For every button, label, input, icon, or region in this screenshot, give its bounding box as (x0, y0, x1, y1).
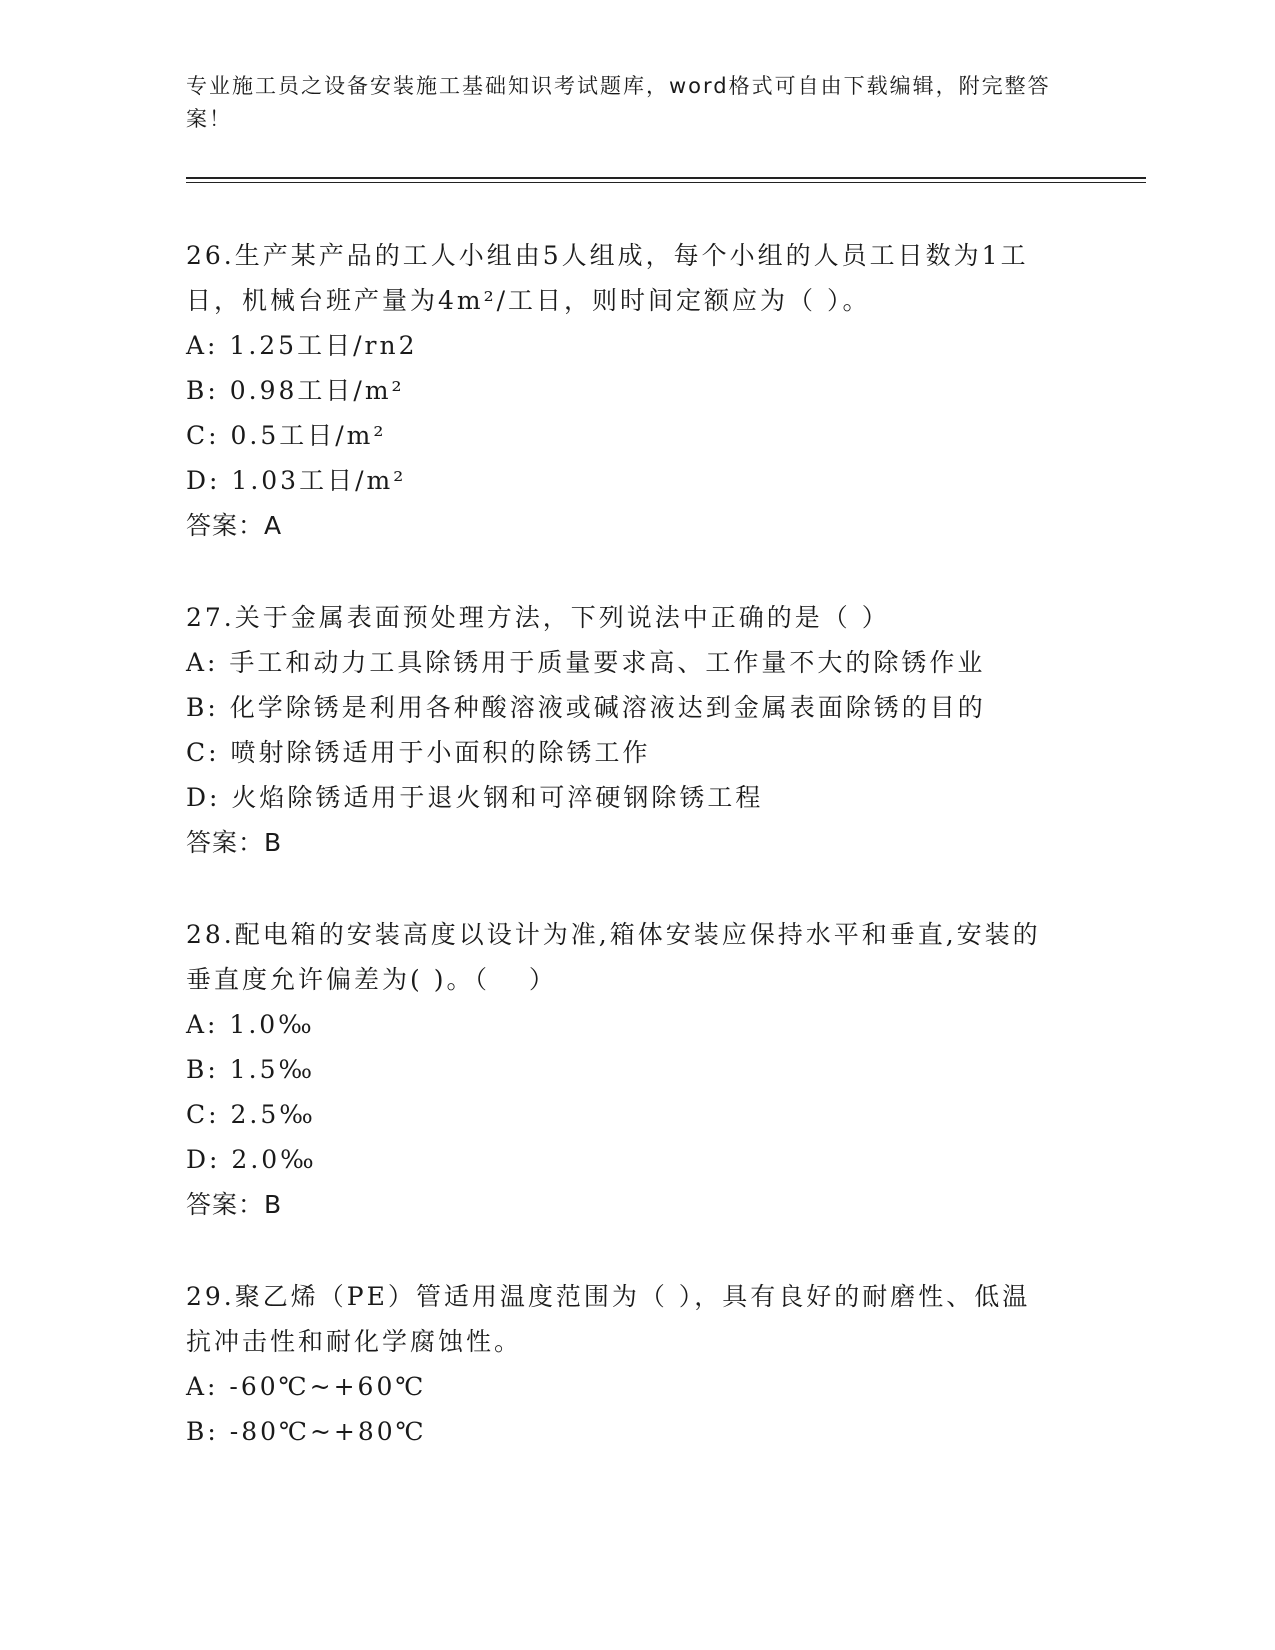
option-d: D: 火焰除锈适用于退火钢和可淬硬钢除锈工程 (186, 783, 764, 812)
document-header: 专业施工员之设备安装施工基础知识考试题库，word格式可自由下载编辑，附完整答案！ (186, 74, 1051, 131)
option-a: A: 1.0‰ (186, 1010, 315, 1039)
option-b: B: 化学除锈是利用各种酸溶液或碱溶液达到金属表面除锈的目的 (186, 693, 986, 722)
option-c: C: 2.5‰ (186, 1100, 316, 1129)
option-d: D: 1.03工日/m² (186, 466, 407, 495)
option-c: C: 0.5工日/m² (186, 421, 387, 450)
option-c: C: 喷射除锈适用于小面积的除锈工作 (186, 738, 651, 767)
option-d: D: 2.0‰ (186, 1145, 317, 1174)
question-stem-line: 垂直度允许偏差为( )。（ ） (186, 965, 557, 994)
option-a: A: -60℃~+60℃ (186, 1372, 427, 1401)
question-stem-line: 29.聚乙烯（PE）管适用温度范围为（ ），具有良好的耐磨性、低温 (186, 1282, 1031, 1311)
question-stem-line: 27.关于金属表面预处理方法，下列说法中正确的是（ ） (186, 603, 890, 632)
option-b: B: -80℃~+80℃ (186, 1417, 427, 1446)
question-stem-line: 日，机械台班产量为4m²/工日，则时间定额应为（ ）。 (186, 286, 871, 315)
answer-line: 答案：A (186, 511, 283, 540)
answer-line: 答案：B (186, 1190, 283, 1219)
question-27 (186, 595, 1086, 865)
question-29 (186, 1274, 1086, 1454)
header-rule-thick (186, 177, 1146, 179)
answer-line: 答案：B (186, 828, 283, 857)
option-a: A: 1.25工日/rn2 (186, 331, 418, 360)
question-stem-line: 抗冲击性和耐化学腐蚀性。 (186, 1327, 523, 1356)
question-26 (186, 233, 1086, 548)
header-rule-thin (186, 182, 1146, 183)
question-stem-line: 28.配电箱的安装高度以设计为准,箱体安装应保持水平和垂直,安装的 (186, 920, 1041, 949)
option-b: B: 0.98工日/m² (186, 376, 405, 405)
option-a: A: 手工和动力工具除锈用于质量要求高、工作量不大的除锈作业 (186, 648, 986, 677)
option-b: B: 1.5‰ (186, 1055, 316, 1084)
question-28 (186, 912, 1086, 1227)
question-list (186, 233, 1086, 1501)
question-stem-line: 26.生产某产品的工人小组由5人组成，每个小组的人员工日数为1工 (186, 241, 1029, 270)
